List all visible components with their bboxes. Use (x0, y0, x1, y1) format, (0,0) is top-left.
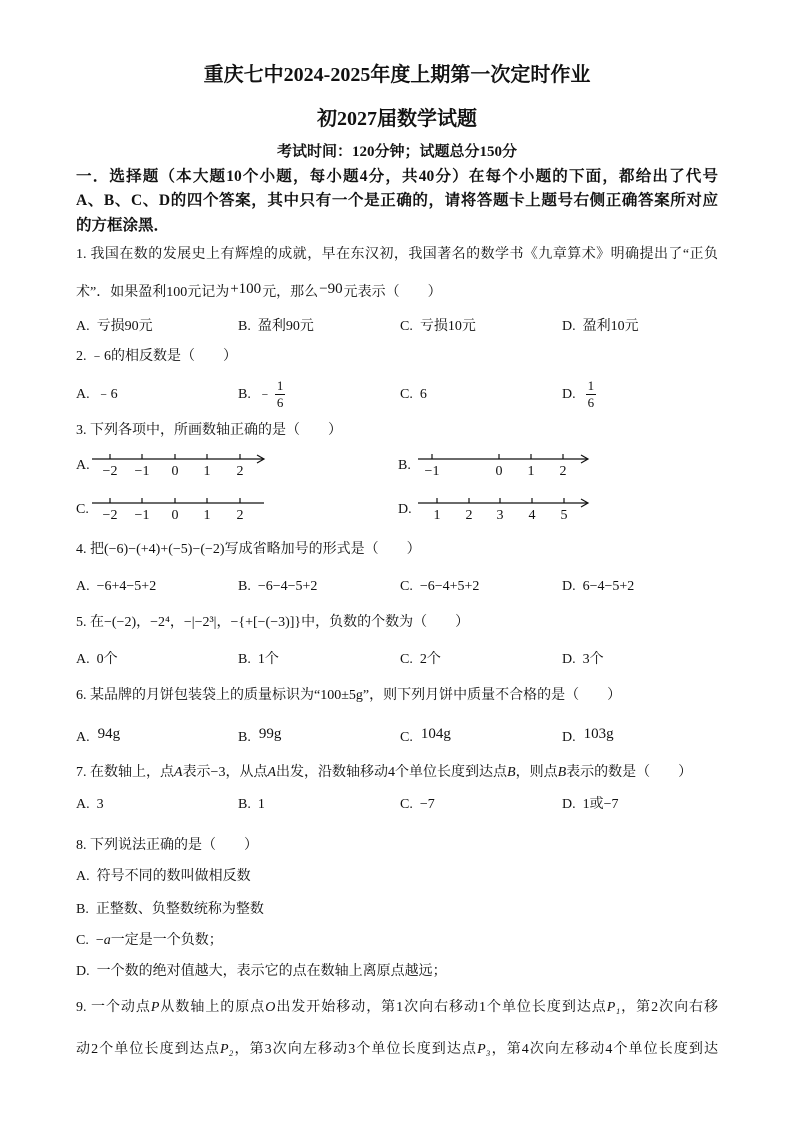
option-label: C. (76, 502, 89, 517)
stem-text: 出发，沿数轴移动4个单位长度到达点 (276, 765, 508, 780)
stem-text: 写成省略加号的形式是（ ） (224, 542, 421, 557)
option-label: D. (76, 964, 90, 979)
option-text: 3个 (582, 652, 604, 667)
question-stem: 5. 在−(−2)，−2⁴，−|−2³|，−{+[−(−3)]}中，负数的个数为（ ） (76, 615, 470, 630)
stem-text: 4. 把 (76, 542, 104, 557)
math-sign: − (95, 933, 104, 948)
option-text: 符号不同的数叫做相反数 (96, 869, 251, 884)
fraction-numerator: 1 (276, 378, 284, 394)
option-label: C. (400, 319, 413, 334)
math-expression: +100 (230, 281, 262, 297)
option-a (76, 578, 156, 596)
tick-label: −2 (102, 464, 118, 479)
option-label: B. (238, 730, 251, 745)
question-stem-line (76, 283, 718, 302)
tick-label: 0 (495, 464, 503, 479)
option-d (562, 379, 596, 411)
stem-text: ，第3次向左移动3个单位长度到达点 (233, 1042, 478, 1057)
point-variable: P (150, 1000, 160, 1015)
exam-title: 重庆七中2024-2025年度上期第一次定时作业 (203, 64, 591, 86)
number-line-b (418, 450, 598, 480)
option-d (562, 796, 619, 814)
tick-label: 1 (203, 464, 211, 479)
fraction-denominator: 6 (276, 395, 284, 411)
option-label: A. (76, 387, 90, 402)
tick-label: 0 (171, 508, 179, 523)
tick-label: 1 (433, 508, 441, 523)
option-label: D. (562, 797, 576, 812)
option-text: 1或−7 (582, 797, 619, 812)
statement-b (76, 901, 718, 919)
option-text: 正整数、负整数统称为整数 (95, 902, 264, 917)
stem-text: 出发开始移动，第1次向右移动1个单位长度到达点 (275, 1000, 607, 1015)
tick-label: 5 (560, 508, 568, 523)
option-label: C. (400, 730, 413, 745)
tick-label: −1 (134, 464, 150, 479)
point-variable: B (507, 765, 516, 780)
option-text: 1个 (257, 652, 279, 667)
option-label: A. (76, 730, 90, 745)
point-variable: A (267, 765, 277, 780)
statement-a (76, 868, 718, 886)
tick-label: −1 (424, 464, 440, 479)
tick-label: 3 (496, 508, 504, 523)
option-d (562, 318, 639, 336)
option-text: 2个 (419, 652, 441, 667)
point-variable: P₃ (477, 1042, 491, 1057)
option-label: D. (562, 579, 576, 594)
option-text: 104g (420, 726, 451, 742)
stem-text: 9. 一个动点 (76, 1000, 151, 1015)
option-d (562, 651, 604, 669)
option-label: B. (238, 797, 251, 812)
option-label: C. (76, 933, 89, 948)
option-text: −6+4−5+2 (96, 579, 157, 594)
option-c (400, 651, 441, 669)
option-text: 亏损10元 (419, 319, 476, 334)
option-label: C. (400, 387, 413, 402)
math-expression: −90 (319, 281, 343, 297)
question-stem-line (76, 999, 718, 1017)
option-text: 6 (419, 387, 427, 402)
option-label: C. (400, 579, 413, 594)
fraction-numerator: 1 (587, 378, 595, 394)
question-stem: 8. 下列说法正确的是（ ） (76, 838, 258, 853)
option-text: 99g (258, 726, 282, 742)
stem-text: 元，那么 (262, 285, 319, 300)
option-label: D. (562, 319, 576, 334)
number-line-d (418, 494, 598, 524)
option-label: B. (76, 902, 89, 917)
option-text: 0个 (96, 652, 118, 667)
point-variable: O (265, 1000, 276, 1015)
question-stem (76, 764, 718, 782)
option-label: A. (76, 652, 90, 667)
math-expression: (−6)−(+4)+(−5)−(−2) (104, 542, 225, 557)
question-stem-line: 1. 我国在数的发展史上有辉煌的成就，早在东汉初，我国著名的数学书《九章算术》明确提出了“正负 (76, 247, 718, 262)
option-label: D. (562, 387, 576, 402)
option-label: A. (76, 319, 90, 334)
option-c (400, 796, 435, 814)
option-text: ﹣6 (96, 387, 118, 402)
option-text: −6−4−5+2 (257, 579, 318, 594)
option-label: B. (238, 579, 251, 594)
tick-label: 4 (528, 508, 536, 523)
statement-d (76, 963, 718, 981)
option-a (76, 318, 153, 336)
option-b (238, 318, 314, 336)
number-line-a (92, 450, 272, 480)
option-label: C. (400, 652, 413, 667)
option-label: B. (398, 458, 411, 473)
option-b (238, 728, 282, 747)
stem-text: 7. 在数轴上，点 (76, 765, 174, 780)
stem-text: 表示的数是（ ） (566, 765, 693, 780)
section-line: A、B、C、D的四个答案，其中只有一个是正确的，请将答题卡上题号右侧正确答案所对应 (76, 192, 718, 209)
tick-label: 2 (559, 464, 567, 479)
point-variable: P₂ (219, 1042, 234, 1057)
question-stem: 6. 某品牌的月饼包装袋上的质量标识为“100±5g”，则下列月饼中质量不合格的是（ ） (76, 688, 622, 703)
tick-label: −1 (134, 508, 150, 523)
option-label: A. (76, 869, 90, 884)
statement-c (76, 932, 718, 950)
stem-text: 表示−3，从点 (182, 765, 268, 780)
option-c (400, 379, 427, 411)
option-label: D. (562, 730, 576, 745)
option-a (76, 728, 121, 747)
option-d (562, 728, 615, 747)
math-variable: a (103, 933, 111, 948)
point-variable: P₁ (606, 1000, 621, 1015)
option-c (400, 318, 476, 336)
option-label: C. (400, 797, 413, 812)
question-stem: 2. ﹣6的相反数是（ ） (76, 349, 237, 364)
option-label: B. (238, 319, 251, 334)
option-text: 94g (97, 726, 121, 742)
option-text: −6−4+5+2 (419, 579, 480, 594)
option-label: A. (76, 458, 90, 473)
option-a (76, 651, 118, 669)
option-b (238, 379, 285, 411)
tick-label: 2 (236, 464, 244, 479)
option-label: A. (76, 797, 90, 812)
tick-label: 1 (203, 508, 211, 523)
option-text: 一个数的绝对值越大，表示它的点在数轴上离原点越远； (96, 964, 447, 979)
fraction-sign: ﹣ (257, 387, 272, 402)
stem-text: ，第4次向左移动4个单位长度到达 (490, 1042, 719, 1057)
tick-label: 2 (236, 508, 244, 523)
tick-label: −2 (102, 508, 118, 523)
option-text: 1 (257, 797, 265, 812)
stem-text: 术”．如果盈利100元记为 (76, 285, 230, 300)
option-b (238, 796, 265, 814)
option-c (400, 578, 479, 596)
exam-subtitle: 初2027届数学试题 (317, 108, 477, 130)
fraction-denominator: 6 (587, 395, 595, 411)
option-text: 盈利10元 (582, 319, 639, 334)
number-line-c (92, 494, 272, 524)
stem-text: 元表示（ ） (343, 285, 442, 300)
option-text: 3 (96, 797, 104, 812)
stem-text: ，第2次向右移 (620, 1000, 719, 1015)
question-stem: 3. 下列各项中，所画数轴正确的是（ ） (76, 423, 342, 438)
tick-label: 2 (465, 508, 473, 523)
fraction (275, 379, 286, 410)
option-text: 一定是一个负数； (110, 933, 223, 948)
option-text: 亏损90元 (96, 319, 153, 334)
option-c (400, 728, 452, 747)
point-variable: B (557, 765, 567, 780)
option-label: D. (562, 652, 576, 667)
option-a (76, 796, 104, 814)
tick-label: 0 (171, 464, 179, 479)
section-line: 一．选择题（本大题10个小题，每小题4分，共40分）在每个小题的下面，都给出了代号 (76, 168, 718, 185)
question-stem (76, 541, 718, 559)
option-b (238, 651, 279, 669)
option-d (562, 578, 634, 596)
option-label: B. (238, 652, 251, 667)
option-label: A. (76, 579, 90, 594)
stem-text: 从数轴上的原点 (159, 1000, 266, 1015)
point-variable: A (174, 765, 183, 780)
section-line: 的方框涂黑． (76, 217, 170, 234)
option-text: 6−4−5+2 (582, 579, 635, 594)
option-b (238, 578, 317, 596)
option-text: 103g (583, 726, 614, 742)
option-label: B. (238, 387, 251, 402)
stem-text: 动2个单位长度到达点 (76, 1042, 220, 1057)
option-text: −7 (419, 797, 435, 812)
stem-text: ，则点 (515, 765, 558, 780)
tick-label: 1 (527, 464, 535, 479)
question-stem-line (76, 1041, 718, 1059)
exam-info: 考试时间：120分钟；试题总分150分 (276, 144, 517, 160)
option-label: D. (398, 502, 412, 517)
option-a (76, 379, 118, 411)
fraction (586, 379, 597, 410)
option-text: 盈利90元 (257, 319, 314, 334)
